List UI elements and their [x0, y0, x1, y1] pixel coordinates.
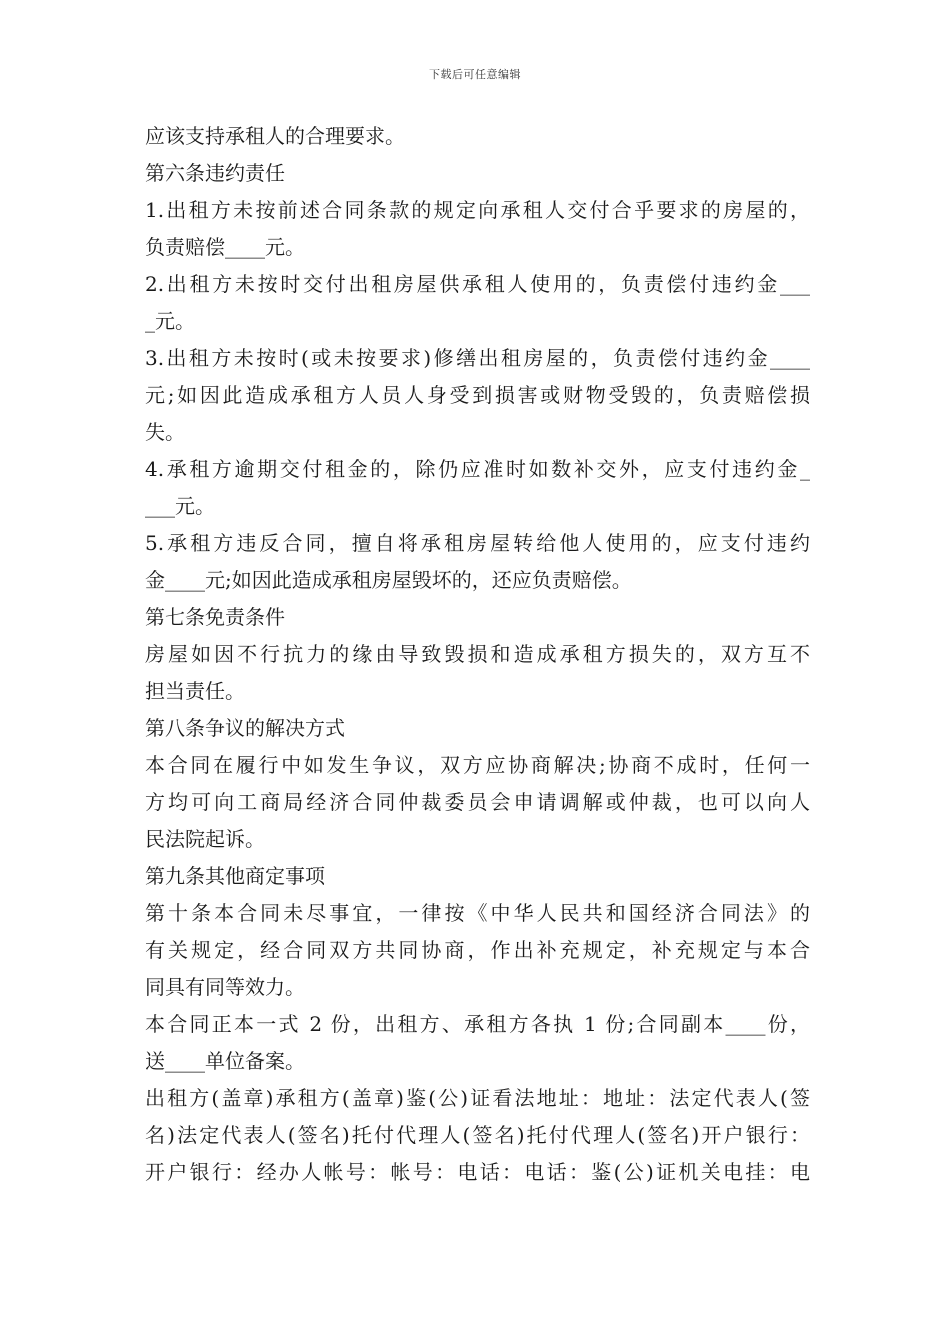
document-line: 3.出租方未按时(或未按要求)修缮出租房屋的，负责偿付违约金____	[145, 346, 810, 370]
document-line: ___元。	[145, 494, 215, 518]
document-line: 有关规定，经合同双方共同协商，作出补充规定，补充规定与本合	[145, 938, 810, 962]
document-line: 第十条本合同未尽事宜，一律按《中华人民共和国经济合同法》的	[145, 901, 810, 925]
document-body	[145, 118, 810, 1191]
document-line: 出租方(盖章)承租方(盖章)鉴(公)证看法地址：地址：法定代表人(签	[145, 1086, 810, 1110]
document-line: 第七条免责条件	[145, 605, 285, 629]
document-line: 房屋如因不行抗力的缘由导致毁损和造成承租方损失的，双方互不	[145, 642, 810, 666]
document-line: 第九条其他商定事项	[145, 864, 325, 888]
document-line: 本合同正本一式 2 份，出租方、承租方各执 1 份;合同副本____份，	[145, 1012, 810, 1036]
document-line: 元;如因此造成承租方人员人身受到损害或财物受毁的，负责赔偿损	[145, 383, 810, 407]
document-line: 负责赔偿____元。	[145, 235, 305, 259]
document-line: 4.承租方逾期交付租金的，除仍应准时如数补交外，应支付违约金_	[145, 457, 810, 481]
page-header-note: 下载后可任意编辑	[429, 68, 521, 81]
document-line: 送____单位备案。	[145, 1049, 305, 1073]
document-line: 方均可向工商局经济合同仲裁委员会申请调解或仲裁，也可以向人	[145, 790, 810, 814]
document-line: 民法院起诉。	[145, 827, 265, 851]
document-line: 2.出租方未按时交付出租房屋供承租人使用的，负责偿付违约金___	[145, 272, 810, 296]
document-line: 担当责任。	[145, 679, 245, 703]
document-line: 第六条违约责任	[145, 161, 285, 185]
document-line: 本合同在履行中如发生争议，双方应协商解决;协商不成时，任何一	[145, 753, 810, 777]
document-line: 名)法定代表人(签名)托付代理人(签名)托付代理人(签名)开户银行：	[145, 1123, 810, 1147]
document-line: 开户银行：经办人帐号：帐号：电话：电话：鉴(公)证机关电挂：电	[145, 1160, 810, 1184]
document-line: 1.出租方未按前述合同条款的规定向承租人交付合乎要求的房屋的，	[145, 198, 810, 222]
document-line: 5.承租方违反合同，擅自将承租房屋转给他人使用的，应支付违约	[145, 531, 810, 555]
document-line: 失。	[145, 420, 185, 444]
document-line: 第八条争议的解决方式	[145, 716, 345, 740]
document-line: _元。	[145, 309, 195, 333]
document-line: 同具有同等效力。	[145, 975, 305, 999]
document-line: 金____元;如因此造成承租房屋毁坏的，还应负责赔偿。	[145, 568, 632, 592]
document-line: 应该支持承租人的合理要求。	[145, 124, 405, 148]
